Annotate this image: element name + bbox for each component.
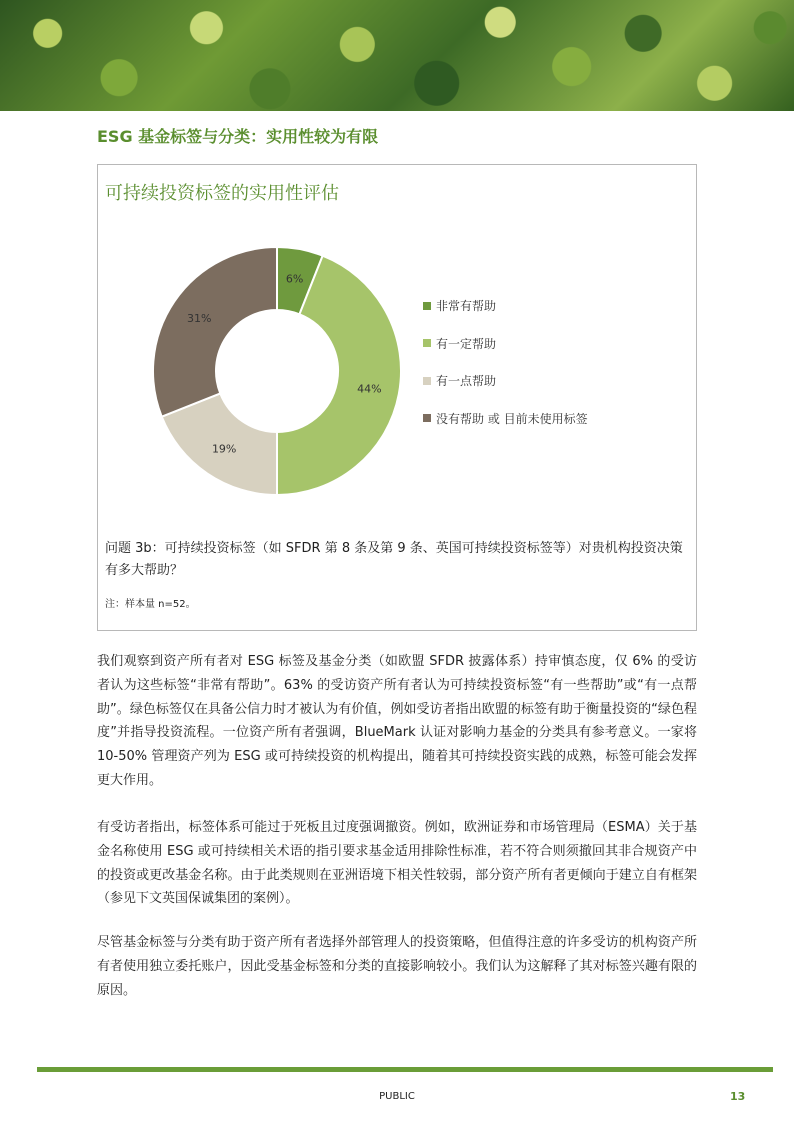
legend-label: 有一定帮助: [436, 336, 497, 351]
legend-item-3: [423, 362, 588, 400]
legend-label: 有一点帮助: [436, 374, 497, 389]
footer-rule: [37, 1067, 773, 1072]
chart-legend: [423, 287, 588, 437]
forest-banner-image: [0, 0, 794, 111]
body-paragraph-3: 尽管基金标签与分类有助于资产所有者选择外部管理人的投资策略，但值得注意的许多受访的机构资产所有者使用独立委托账户，因此受基金标签和分类的直接影响较小。我们认为这解释了其对标签兴趣有限的原因。: [97, 935, 697, 998]
page-number: 13: [730, 1090, 746, 1103]
legend-item-4: [423, 400, 588, 438]
figure-box: [97, 164, 697, 631]
section-heading: ESG 基金标签与分类：实用性较为有限: [97, 127, 379, 146]
legend-label: 非常有帮助: [436, 299, 497, 314]
legend-swatch: [423, 414, 431, 422]
donut-chart: [98, 165, 698, 525]
body-paragraph-1: 我们观察到资产所有者对 ESG 标签及基金分类（如欧盟 SFDR 披露体系）持审慎态度，仅 6% 的受访者认为这些标签“非常有帮助”。63% 的受访资产所有者认为可持续投资标签“有一些帮助”或“有一点帮助”。绿色标签仅在具备公信力时才被认为有价值，例如受访者指出欧盟的标签有助于衡量投资的“绿色程度”并指导投资流程。一位资产所有者强调，BlueMark 认证对影响力基金的分类具有参考意义。一家将 10-50% 管理资产列为 ESG 或可持续投资的机构提出，随着其可持续投资实践的成熟，标签可能会发挥更大作用。: [97, 654, 697, 788]
slice-label-2: 44%: [357, 382, 382, 396]
slice-label-4: 31%: [187, 312, 212, 326]
body-paragraph-2: 有受访者指出，标签体系可能过于死板且过度强调撤资。例如，欧洲证券和市场管理局（ESMA）关于基金名称使用 ESG 或可持续相关术语的指引要求基金适用排除性标准，若不符合则须撤回其非合规资产中的投资或更改基金名称。由于此类规则在亚洲语境下相关性较弱，部分资产所有者更倾向于建立自有框架（参见下文英国保诚集团的案例）。: [97, 820, 697, 907]
legend-swatch: [423, 302, 431, 310]
sample-note: 注：样本量 n=52。: [105, 599, 196, 610]
figure-title: 可持续投资标签的实用性评估: [105, 183, 339, 204]
footer-classification: PUBLIC: [379, 1091, 415, 1102]
legend-swatch: [423, 377, 431, 385]
legend-item-1: [423, 287, 588, 325]
slice-label-3: 19%: [211, 442, 237, 456]
slice-label-1: 6%: [285, 272, 304, 286]
legend-label: 没有帮助 或 目前未使用标签: [436, 411, 588, 426]
legend-item-2: [423, 325, 588, 363]
survey-question: 问题 3b：可持续投资标签（如 SFDR 第 8 条及第 9 条、英国可持续投资标签等）对贵机构投资决策有多大帮助？: [105, 541, 683, 578]
donut-slice-4: [153, 247, 277, 417]
legend-swatch: [423, 339, 431, 347]
